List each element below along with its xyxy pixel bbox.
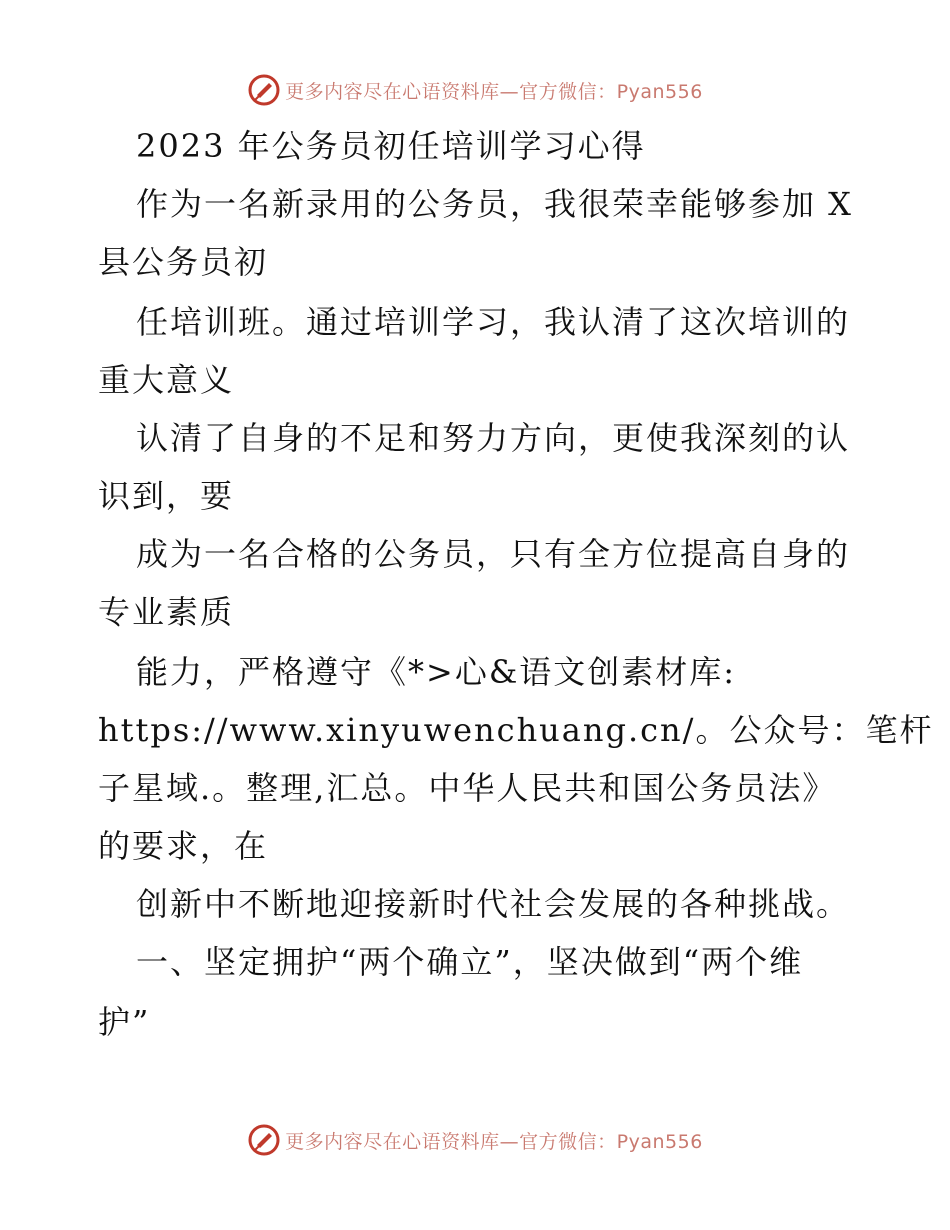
paragraph-line: 任培训班。通过培训学习，我认清了这次培训的 [136, 303, 851, 341]
paragraph-line: 的要求，在 [98, 827, 269, 865]
paragraph-line: 创新中不断地迎接新时代社会发展的各种挑战。 [136, 885, 851, 923]
paragraph-line: 子星域.。整理,汇总。中华人民共和国公务员法》 [98, 769, 837, 807]
paragraph-line: 重大意义 [98, 361, 235, 399]
paragraph-line: 认清了自身的不足和努力方向，更使我深刻的认 [136, 419, 851, 457]
section-heading-continued: 护” [98, 1003, 151, 1041]
paragraph-line: 专业素质 [98, 593, 235, 631]
paragraph-line: 作为一名新录用的公务员，我很荣幸能够参加 X [136, 185, 853, 223]
paragraph-line: 能力，严格遵守《*>心&语文创素材库: [136, 653, 737, 691]
paragraph-line-url: https://www.xinyuwenchuang.cn/。公众号：笔杆 [98, 711, 934, 749]
footer-watermark [0, 1120, 950, 1160]
banner-contact: Pyan556 [616, 1130, 703, 1153]
paragraph-line: 识到，要 [98, 477, 235, 515]
banner-text [285, 1127, 703, 1154]
banner-label: 更多内容尽在心语资料库—官方微信： [285, 1130, 617, 1153]
paragraph-line: 成为一名合格的公务员，只有全方位提高自身的 [136, 535, 851, 573]
document-title: 2023 年公务员初任培训学习心得 [136, 127, 646, 165]
banner-label: 更多内容尽在心语资料库—官方微信： [285, 80, 617, 103]
section-heading: 一、坚定拥护“两个确立”，坚决做到“两个维 [136, 943, 804, 981]
brand-logo-icon [247, 1123, 281, 1157]
banner-contact: Pyan556 [616, 80, 703, 103]
paragraph-line: 县公务员初 [98, 243, 269, 281]
